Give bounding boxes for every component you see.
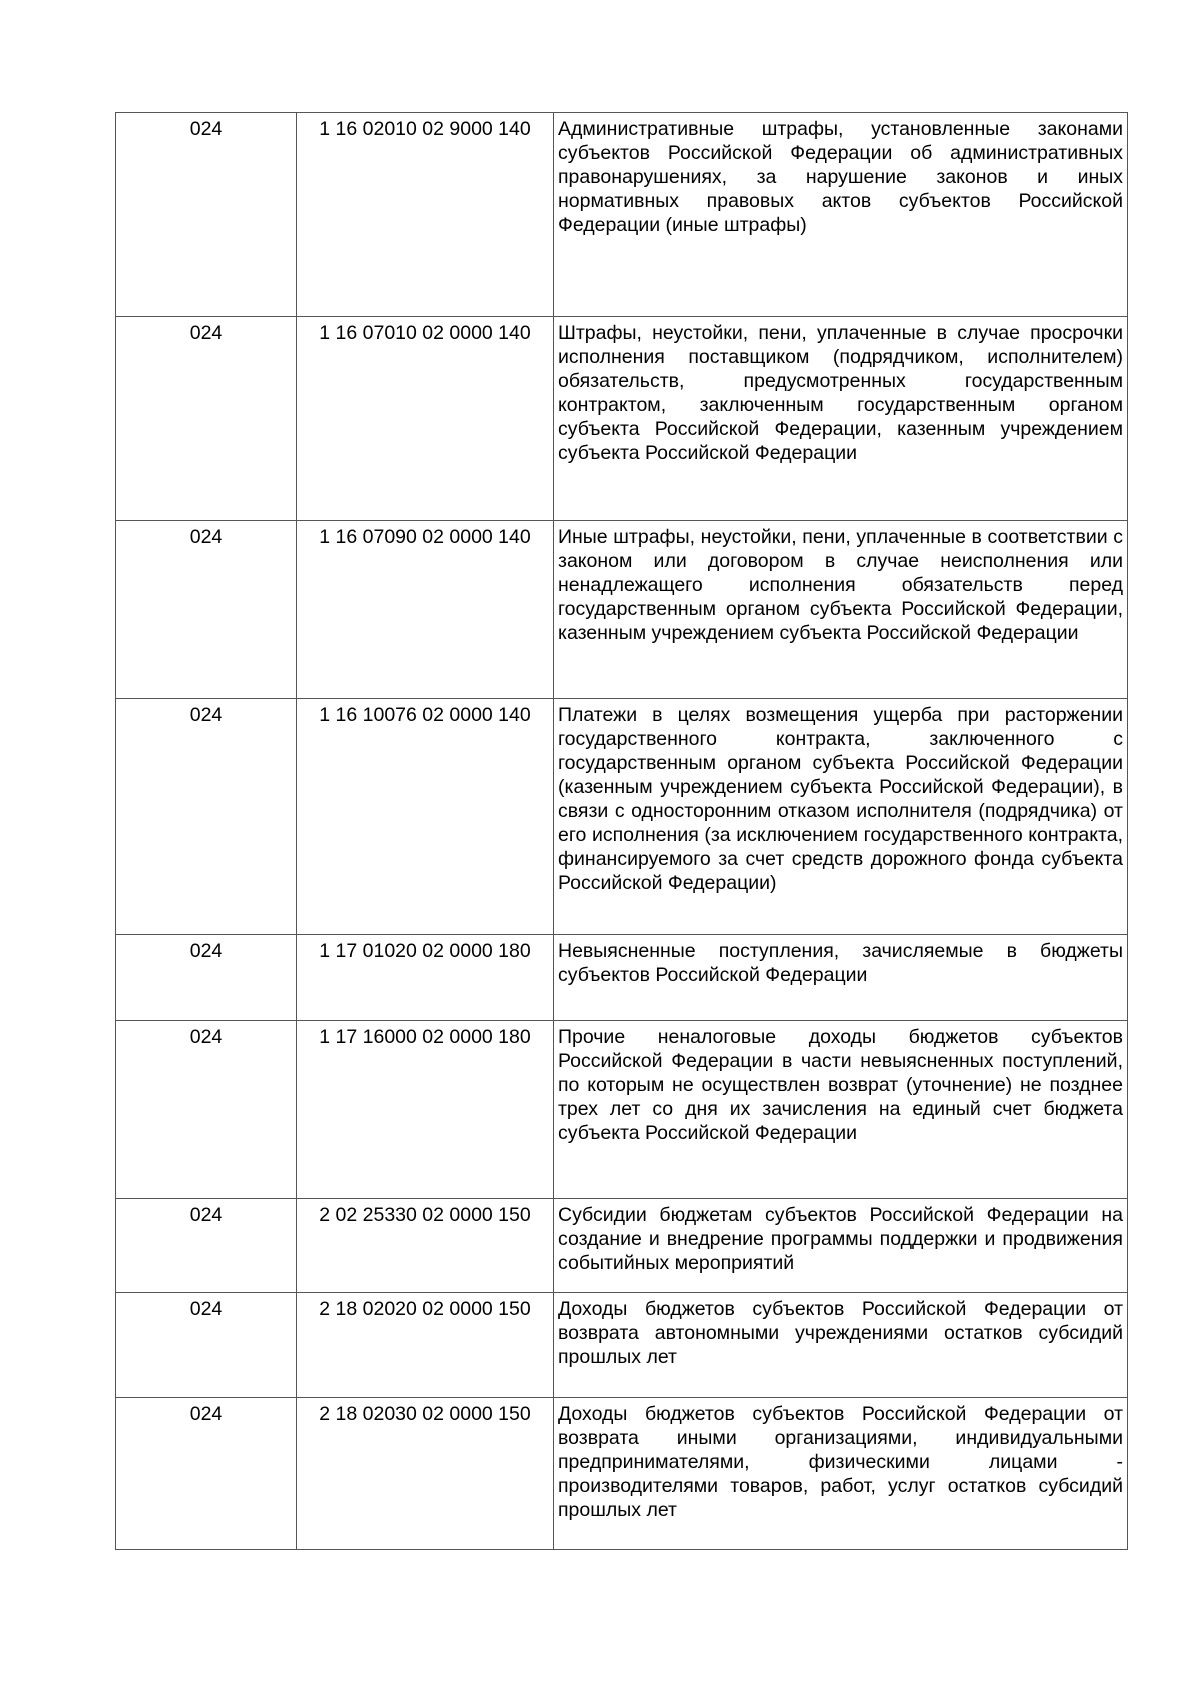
- budget-code-cell: 1 16 02010 02 9000 140: [297, 113, 554, 317]
- table-row: [116, 1021, 1128, 1199]
- budget-code-cell: 1 17 01020 02 0000 180: [297, 935, 554, 1021]
- admin-code-cell: 024: [116, 113, 297, 317]
- budget-code-cell: 1 16 07010 02 0000 140: [297, 317, 554, 521]
- revenue-name-cell: Субсидии бюджетам субъектов Российской Федерации на создание и внедрение программы поддержки и продвижения событийных мероприятий: [554, 1199, 1128, 1293]
- table-row: [116, 113, 1128, 317]
- budget-code-cell: 1 16 10076 02 0000 140: [297, 699, 554, 935]
- table-row: [116, 935, 1128, 1021]
- admin-code-cell: 024: [116, 1021, 297, 1199]
- budget-code-cell: 2 18 02030 02 0000 150: [297, 1398, 554, 1550]
- revenue-name-cell: Платежи в целях возмещения ущерба при расторжении государственного контракта, заключенного с государственным органом субъекта Российской Федерации (казенным учреждением субъекта Российской Федерации), в связи с односторонним отказом исполнителя (подрядчика) от его исполнения (за исключением государственного контракта, финансируемого за счет средств дорожного фонда субъекта Российской Федерации): [554, 699, 1128, 935]
- budget-code-cell: 1 17 16000 02 0000 180: [297, 1021, 554, 1199]
- budget-code-cell: 1 16 07090 02 0000 140: [297, 521, 554, 699]
- revenue-name-cell: Доходы бюджетов субъектов Российской Федерации от возврата автономными учреждениями остатков субсидий прошлых лет: [554, 1293, 1128, 1398]
- revenue-name-cell: Доходы бюджетов субъектов Российской Федерации от возврата иными организациями, индивидуальными предпринимателями, физическими лицами - производителями товаров, работ, услуг остатков субсидий прошлых лет: [554, 1398, 1128, 1550]
- revenue-codes-table: [115, 112, 1128, 1550]
- admin-code-cell: 024: [116, 521, 297, 699]
- admin-code-cell: 024: [116, 1199, 297, 1293]
- table-row: [116, 699, 1128, 935]
- table-row: [116, 1199, 1128, 1293]
- admin-code-cell: 024: [116, 1398, 297, 1550]
- revenue-name-cell: Невыясненные поступления, зачисляемые в бюджеты субъектов Российской Федерации: [554, 935, 1128, 1021]
- revenue-name-cell: Иные штрафы, неустойки, пени, уплаченные в соответствии с законом или договором в случае неисполнения или ненадлежащего исполнения обязательств перед государственным органом субъекта Российской Федерации, казенным учреждением субъекта Российской Федерации: [554, 521, 1128, 699]
- admin-code-cell: 024: [116, 699, 297, 935]
- budget-code-cell: 2 18 02020 02 0000 150: [297, 1293, 554, 1398]
- revenue-name-cell: Административные штрафы, установленные законами субъектов Российской Федерации об административных правонарушениях, за нарушение законов и иных нормативных правовых актов субъектов Российской Федерации (иные штрафы): [554, 113, 1128, 317]
- budget-code-cell: 2 02 25330 02 0000 150: [297, 1199, 554, 1293]
- admin-code-cell: 024: [116, 935, 297, 1021]
- table-row: [116, 317, 1128, 521]
- admin-code-cell: 024: [116, 1293, 297, 1398]
- admin-code-cell: 024: [116, 317, 297, 521]
- revenue-name-cell: Прочие неналоговые доходы бюджетов субъектов Российской Федерации в части невыясненных поступлений, по которым не осуществлен возврат (уточнение) не позднее трех лет со дня их зачисления на единый счет бюджета субъекта Российской Федерации: [554, 1021, 1128, 1199]
- table-row: [116, 1398, 1128, 1550]
- table-row: [116, 521, 1128, 699]
- table-row: [116, 1293, 1128, 1398]
- revenue-name-cell: Штрафы, неустойки, пени, уплаченные в случае просрочки исполнения поставщиком (подрядчиком, исполнителем) обязательств, предусмотренных государственным контрактом, заключенным государственным органом субъекта Российской Федерации, казенным учреждением субъекта Российской Федерации: [554, 317, 1128, 521]
